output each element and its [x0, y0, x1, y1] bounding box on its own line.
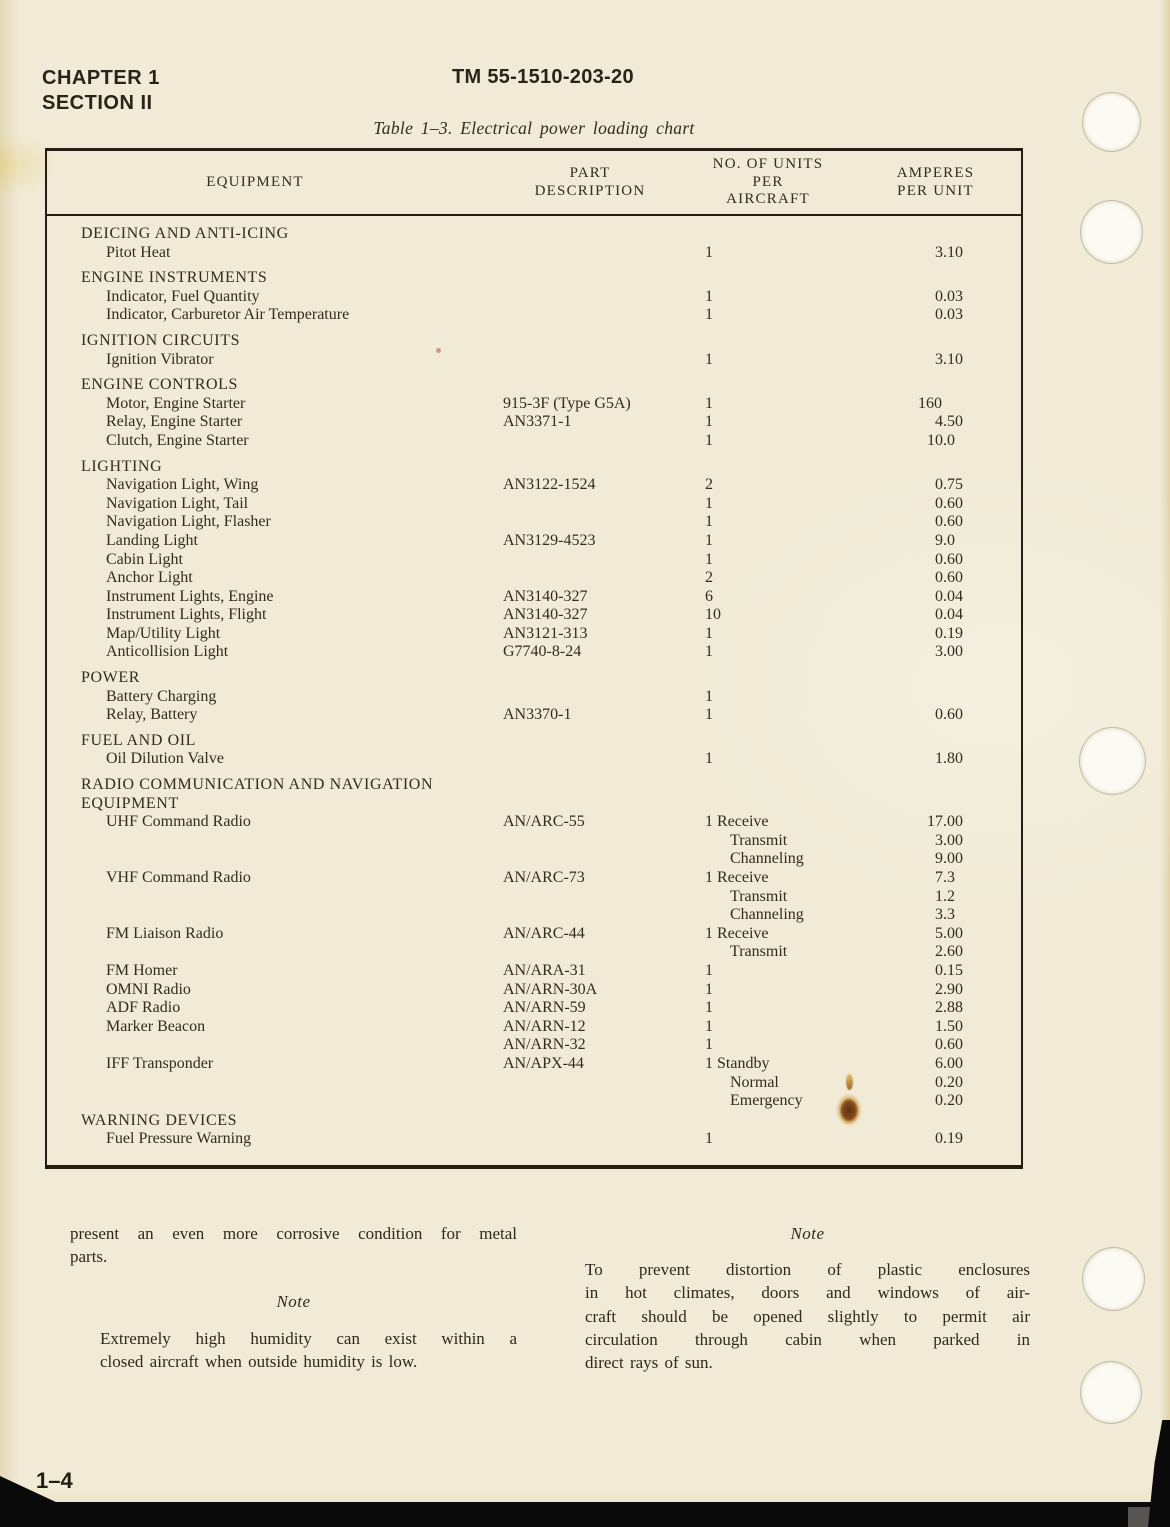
table-cell: 2.90	[935, 980, 963, 998]
table-cell	[503, 513, 705, 532]
table-cell: 1	[705, 706, 713, 724]
table-cell: 0.60	[935, 494, 963, 512]
table-row	[47, 750, 1021, 769]
table-cell: 1 Receive	[705, 924, 769, 942]
table-cell: 9.00	[935, 850, 963, 868]
table-cell	[47, 906, 503, 925]
table-cell: 10.0	[927, 431, 955, 449]
table-cell: 6	[705, 587, 713, 605]
table-cell	[503, 750, 705, 769]
left-note-paragraph	[100, 1327, 517, 1373]
table-cell: AN3122-1524	[503, 476, 596, 494]
section-title: FUEL AND OIL	[81, 731, 197, 749]
table-cell: 0.03	[935, 287, 963, 305]
header-line: PER	[752, 173, 784, 190]
table-row	[47, 306, 1021, 325]
page-number: 1–4	[36, 1468, 73, 1493]
table-row	[47, 495, 1021, 514]
table-cell	[47, 943, 503, 962]
table-row	[47, 869, 1021, 888]
table-cell: Anticollision Light	[106, 643, 229, 661]
page-corner-shadow-right	[1148, 1420, 1170, 1527]
chapter-heading	[42, 66, 160, 116]
table-row	[47, 395, 1021, 414]
column-header-units-per-aircraft	[683, 151, 853, 214]
right-note-label: Note	[790, 1224, 825, 1243]
table-cell: Normal	[730, 1073, 779, 1091]
text-line: Extremely high humidity can exist within a	[100, 1328, 517, 1348]
table-row	[47, 688, 1021, 707]
table-cell: AN/APX-44	[503, 1054, 584, 1072]
table-section	[47, 1112, 1021, 1149]
header-line: NO. OF UNITS	[712, 156, 824, 173]
table-row	[47, 288, 1021, 307]
table-cell: AN3140-327	[503, 587, 588, 605]
section-title: LIGHTING	[81, 457, 163, 475]
table-cell: AN/ARC-73	[503, 869, 585, 886]
table-cell: 1	[705, 550, 713, 568]
table-row	[47, 981, 1021, 1000]
left-paragraph	[70, 1222, 517, 1268]
table-cell: 0.15	[935, 961, 963, 979]
section-title: POWER	[81, 669, 140, 687]
table-cell	[47, 832, 503, 851]
table-cell: AN3371-1	[503, 413, 572, 431]
table-cell: 0.60	[935, 706, 963, 724]
table-row	[47, 569, 1021, 588]
table-row	[47, 244, 1021, 263]
table-cell: OMNI Radio	[106, 980, 191, 998]
punch-hole	[1080, 200, 1143, 264]
table-cell: 0.03	[935, 306, 963, 324]
table-section	[47, 732, 1021, 769]
table-cell: 1	[705, 531, 713, 549]
table-cell: ADF Radio	[106, 999, 181, 1017]
table-cell: 7.3	[935, 869, 955, 886]
table-cell: Map/Utility Light	[106, 624, 221, 642]
table-cell	[810, 688, 963, 707]
table-cell	[503, 1074, 705, 1093]
table-cell: Transmit	[730, 887, 788, 905]
table-cell: Pitot Heat	[106, 243, 171, 261]
table-row	[47, 625, 1021, 644]
table-cell: 1	[705, 999, 713, 1017]
section-title: EQUIPMENT	[81, 794, 179, 812]
table-row	[47, 1092, 1021, 1111]
table-cell: Instrument Lights, Flight	[106, 606, 267, 624]
table-cell: 1	[705, 494, 713, 512]
text-line: craft should be opened slightly to permit air	[585, 1306, 1030, 1326]
table-cell: 0.60	[935, 513, 963, 531]
table-row	[47, 1018, 1021, 1037]
table-cell: 1.50	[935, 1017, 963, 1035]
table-cell: Transmit	[730, 943, 788, 961]
table-cell: AN/ARC-55	[503, 813, 585, 831]
table-cell: Battery Charging	[106, 687, 217, 705]
header-line: PART	[569, 165, 611, 181]
table-cell	[503, 688, 705, 707]
table-cell: 5.00	[935, 924, 963, 942]
text-line: parts.	[70, 1247, 108, 1267]
table-cell: 0.75	[935, 476, 963, 494]
table-cell	[503, 551, 705, 570]
paper-speck	[436, 348, 441, 353]
text-line: direct rays of sun.	[585, 1353, 713, 1373]
table-cell: 1	[705, 394, 713, 412]
table-row	[47, 1055, 1021, 1074]
table-cell: 1	[705, 243, 713, 261]
table-caption: Table 1–3. Electrical power loading chart	[373, 118, 695, 138]
table-cell: Navigation Light, Wing	[106, 476, 259, 494]
table-cell: VHF Command Radio	[106, 869, 251, 886]
table-cell: 0.04	[935, 606, 963, 624]
table-cell: 1.80	[935, 750, 963, 768]
table-cell: 1	[705, 1036, 713, 1054]
table-section	[47, 332, 1021, 369]
table-cell: 3.10	[935, 243, 963, 261]
column-header-equipment	[105, 151, 405, 214]
text-line: closed aircraft when outside humidity is low.	[100, 1351, 418, 1371]
table-body	[47, 216, 1021, 1149]
table-cell	[503, 888, 705, 907]
table-cell: Oil Dilution Valve	[106, 750, 224, 768]
table-row	[47, 551, 1021, 570]
table-row	[47, 432, 1021, 451]
table-cell: Cabin Light	[106, 550, 183, 568]
table-cell	[47, 850, 503, 869]
table-row	[47, 1130, 1021, 1149]
punch-hole	[1079, 727, 1146, 795]
table-cell: Fuel Pressure Warning	[106, 1130, 252, 1148]
table-cell: AN/ARN-32	[503, 1036, 586, 1054]
header-line: PER UNIT	[897, 182, 974, 199]
table-row	[47, 1074, 1021, 1093]
scan-bottom-edge	[0, 1502, 1170, 1527]
table-cell: 1	[705, 306, 713, 324]
table-cell: 0.60	[935, 550, 963, 568]
table-cell: 2.88	[935, 999, 963, 1017]
table-section	[47, 269, 1021, 325]
punch-hole	[1082, 1247, 1145, 1311]
table-cell: AN/ARN-59	[503, 999, 586, 1017]
table-cell	[47, 1036, 503, 1055]
table-cell: Instrument Lights, Engine	[106, 587, 274, 605]
table-cell: 1	[705, 980, 713, 998]
table-cell: 1	[705, 413, 713, 431]
table-cell: Channeling	[730, 850, 804, 868]
table-cell	[503, 351, 705, 370]
table-cell: G7740-8-24	[503, 643, 582, 661]
left-note-label: Note	[276, 1292, 311, 1312]
table-cell: 0.60	[935, 1036, 963, 1054]
table-section	[47, 669, 1021, 725]
table-row	[47, 813, 1021, 832]
table-cell	[503, 569, 705, 588]
table-cell	[503, 244, 705, 263]
table-cell: AN/ARC-44	[503, 924, 585, 942]
column-header-part-description	[475, 151, 705, 214]
header-line: AMPERES	[896, 165, 975, 181]
table-cell: 2	[705, 569, 713, 587]
table-section	[47, 376, 1021, 450]
table-cell: 1	[705, 750, 713, 768]
table-cell	[503, 432, 705, 451]
table-cell: 0.20	[935, 1092, 963, 1110]
table-row	[47, 606, 1021, 625]
table-cell: 3.3	[935, 906, 955, 924]
table-cell	[503, 288, 705, 307]
chapter-line: CHAPTER 1	[42, 67, 160, 89]
table-cell	[47, 1074, 503, 1093]
table-cell: AN/ARN-12	[503, 1017, 586, 1035]
table-cell: FM Liaison Radio	[106, 924, 224, 942]
table-cell: 160	[918, 394, 942, 412]
table-cell: 17.00	[927, 813, 963, 831]
punch-hole	[1080, 1361, 1142, 1424]
table-cell: 3.00	[935, 831, 963, 849]
table-row	[47, 832, 1021, 851]
section-line: SECTION II	[42, 92, 153, 114]
table-cell: 3.10	[935, 350, 963, 368]
header-line: DESCRIPTION	[534, 182, 646, 199]
ink-stain	[836, 1083, 862, 1125]
table-row	[47, 906, 1021, 925]
table-cell: 1	[705, 687, 713, 705]
table-cell	[503, 943, 705, 962]
table-cell	[503, 1130, 705, 1149]
table-row	[47, 1036, 1021, 1055]
table-row	[47, 588, 1021, 607]
table-cell: 0.19	[935, 624, 963, 642]
table-cell: Landing Light	[106, 531, 198, 549]
table-row	[47, 925, 1021, 944]
table-cell: Clutch, Engine Starter	[106, 431, 249, 449]
table-row	[47, 850, 1021, 869]
table-row	[47, 943, 1021, 962]
header-line: EQUIPMENT	[206, 173, 304, 190]
table-cell: 0.19	[935, 1130, 963, 1148]
text-line: circulation through cabin when parked in	[585, 1329, 1030, 1349]
right-note-paragraph	[585, 1258, 1030, 1374]
table-cell: 1	[705, 624, 713, 642]
table-cell: 4.50	[935, 413, 963, 431]
section-title: ENGINE INSTRUMENTS	[81, 269, 268, 287]
table-cell: 1	[705, 1130, 713, 1148]
table-cell: FM Homer	[106, 961, 178, 979]
table-cell: IFF Transponder	[106, 1054, 214, 1072]
table-row	[47, 532, 1021, 551]
table-cell: 2	[705, 476, 713, 494]
table-row	[47, 999, 1021, 1018]
table-row	[47, 476, 1021, 495]
table-cell: Relay, Engine Starter	[106, 413, 243, 431]
table-cell: 9.0	[935, 531, 955, 549]
column-header-amperes-per-unit	[853, 151, 1018, 214]
text-line: present an even more corrosive condition for metal	[70, 1224, 517, 1243]
table-cell: AN/ARA-31	[503, 961, 586, 979]
table-cell: Marker Beacon	[106, 1017, 206, 1035]
table-cell: UHF Command Radio	[106, 813, 251, 831]
table-cell	[47, 888, 503, 907]
table-row	[47, 706, 1021, 725]
header-line: AIRCRAFT	[726, 191, 810, 208]
table-row	[47, 413, 1021, 432]
section-title: ENGINE CONTROLS	[81, 376, 238, 394]
table-cell: Ignition Vibrator	[106, 350, 214, 368]
table-section	[47, 776, 1021, 1111]
tm-number: TM 55-1510-203-20	[452, 66, 634, 88]
table-cell: Indicator, Fuel Quantity	[106, 287, 260, 305]
table-cell	[503, 832, 705, 851]
table-cell: Relay, Battery	[106, 706, 198, 724]
table-cell: 1	[705, 431, 713, 449]
section-title: RADIO COMMUNICATION AND NAVIGATION	[81, 776, 434, 794]
table-cell: Navigation Light, Flasher	[106, 513, 271, 531]
section-title: WARNING DEVICES	[81, 1111, 238, 1129]
table-cell: 2.60	[935, 943, 963, 961]
right-text-column	[585, 1222, 1030, 1374]
table-cell	[503, 850, 705, 869]
table-cell: 1	[705, 1017, 713, 1035]
section-title: DEICING AND ANTI-ICING	[81, 225, 289, 242]
bottom-text-columns	[70, 1222, 1030, 1374]
electrical-power-loading-table	[45, 148, 1023, 1169]
table-row	[47, 351, 1021, 370]
table-cell: 1	[705, 643, 713, 661]
table-section	[47, 458, 1021, 663]
punch-hole	[1082, 92, 1141, 152]
table-cell	[503, 306, 705, 325]
table-header-row	[47, 151, 1021, 216]
table-cell: 3.00	[935, 643, 963, 661]
table-cell: AN3370-1	[503, 706, 572, 724]
text-line: To prevent distortion of plastic enclosures	[585, 1260, 1030, 1280]
table-cell: 0.04	[935, 587, 963, 605]
table-cell: 6.00	[935, 1054, 963, 1072]
table-cell: 1	[705, 350, 713, 368]
table-row	[47, 888, 1021, 907]
table-row	[47, 643, 1021, 662]
table-cell: AN3121-313	[503, 624, 588, 642]
table-cell: AN/ARN-30A	[503, 980, 598, 998]
table-cell: Transmit	[730, 831, 788, 849]
table-cell: 0.20	[935, 1073, 963, 1091]
table-section	[47, 225, 1021, 262]
table-cell: 1	[705, 961, 713, 979]
table-cell: 1 Receive	[705, 813, 769, 831]
table-cell: 10	[705, 606, 721, 624]
table-cell: Navigation Light, Tail	[106, 494, 249, 512]
table-cell: 915-3F (Type G5A)	[503, 394, 631, 412]
text-line: in hot climates, doors and windows of air-	[585, 1283, 1030, 1303]
table-cell	[503, 1092, 705, 1111]
table-cell: 0.60	[935, 569, 963, 587]
table-cell: 1 Receive	[705, 869, 769, 886]
table-cell: 1	[705, 513, 713, 531]
table-cell: Motor, Engine Starter	[106, 394, 246, 412]
table-row	[47, 513, 1021, 532]
table-cell: 1	[705, 287, 713, 305]
table-cell: 1.2	[935, 887, 955, 905]
left-text-column	[70, 1222, 517, 1374]
table-cell: AN3129-4523	[503, 531, 596, 549]
table-row	[47, 962, 1021, 981]
section-title: IGNITION CIRCUITS	[81, 331, 241, 349]
table-cell: AN3140-327	[503, 606, 588, 624]
table-cell	[503, 906, 705, 925]
table-cell: Anchor Light	[106, 569, 193, 587]
table-cell	[503, 495, 705, 514]
table-cell	[47, 1092, 503, 1111]
table-cell: Emergency	[730, 1092, 803, 1110]
table-cell: Channeling	[730, 906, 804, 924]
table-cell: 1 Standby	[705, 1054, 770, 1072]
table-cell: Indicator, Carburetor Air Temperature	[106, 306, 350, 324]
